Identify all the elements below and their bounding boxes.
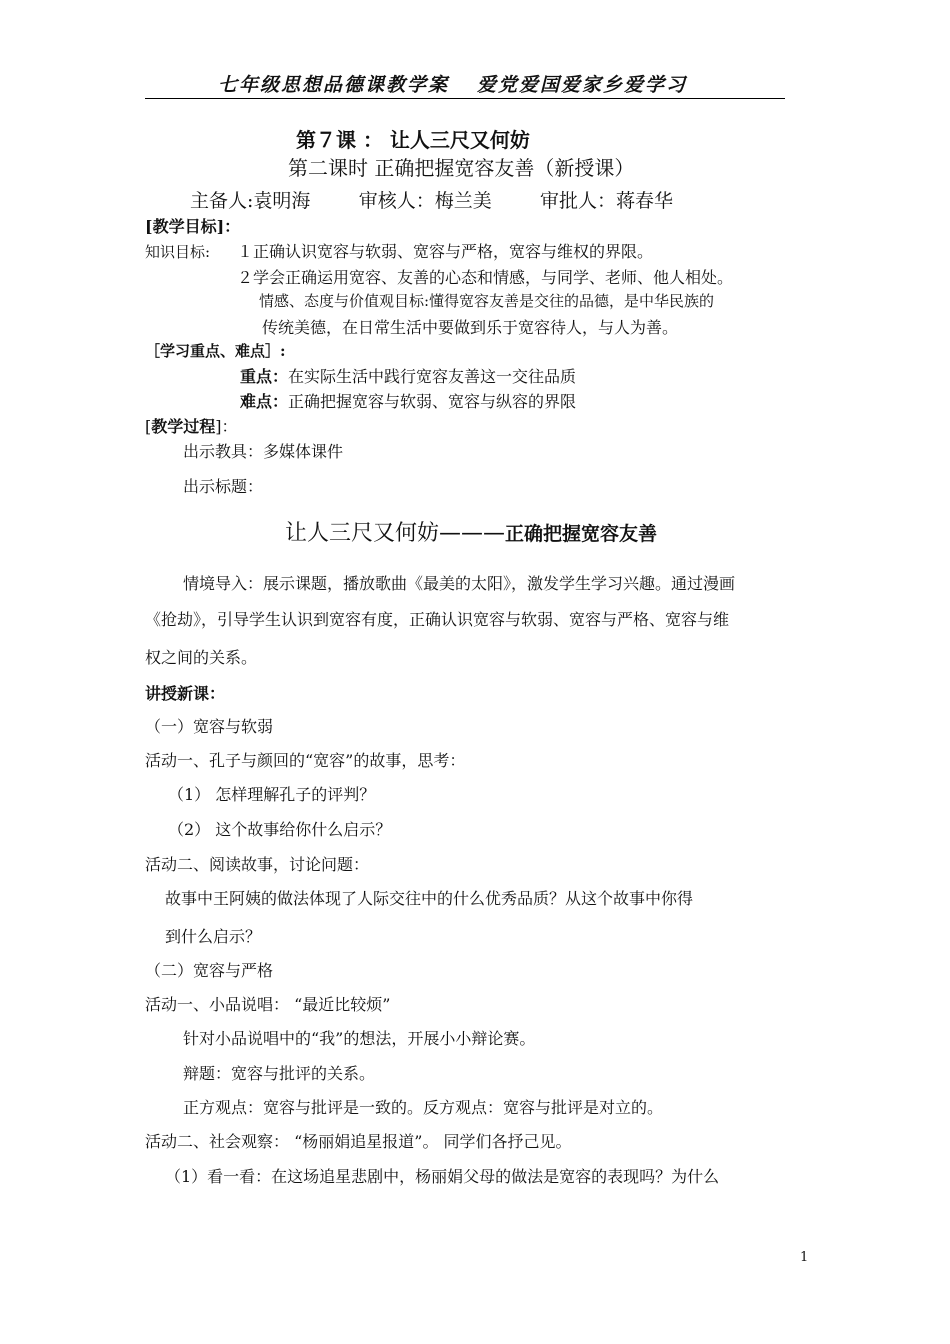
knowledge-goal-1: １正确认识宽容与软弱、宽容与严格，宽容与维权的界限。 bbox=[237, 242, 654, 261]
show-title-label: 出示标题： bbox=[183, 477, 264, 496]
header-rule bbox=[145, 98, 785, 99]
emotion-goal-1: 情感、态度与价值观目标:懂得宽容友善是交往的品德，是中华民族的 bbox=[259, 292, 715, 310]
new-lesson-heading: 讲授新课： bbox=[145, 684, 226, 703]
process-heading-text: 教学过程 bbox=[151, 417, 216, 436]
header-left: 七年级思想品德课教学案 bbox=[218, 74, 450, 96]
question-1: （1） 怎样理解孔子的评判？ bbox=[168, 785, 376, 804]
page-header bbox=[218, 70, 687, 97]
activity-1: 活动一、孔子与颜回的“宽容”的故事，思考： bbox=[145, 751, 466, 770]
lesson-title: 第７课 ： 让人三尺又何妨 bbox=[296, 128, 530, 152]
process-bracket-open: [ bbox=[145, 417, 152, 436]
intro-line-3: 权之间的关系。 bbox=[145, 648, 258, 667]
process-heading bbox=[145, 414, 238, 437]
teaching-tools: 出示教具：多媒体课件 bbox=[183, 442, 344, 461]
page-number: 1 bbox=[800, 1250, 809, 1265]
activity-3: 活动一、小品说唱： “最近比较烦” bbox=[145, 995, 391, 1014]
debate-line-1: 针对小品说唱中的“我”的想法，开展小小辩论赛。 bbox=[183, 1029, 536, 1048]
main-title-text: 让人三尺又何妨——— bbox=[285, 521, 506, 546]
activity-2: 活动二、阅读故事，讨论问题： bbox=[145, 855, 370, 874]
look-question: （1）看一看：在这场追星悲剧中，杨丽娟父母的做法是宽容的表现吗？为什么 bbox=[165, 1167, 720, 1186]
key-point-label: 重点： bbox=[240, 367, 289, 386]
section-1-heading: （一）宽容与软弱 bbox=[145, 717, 274, 736]
story-line-1: 故事中王阿姨的做法体现了人际交往中的什么优秀品质？从这个故事中你得 bbox=[165, 889, 694, 908]
knowledge-goal-2: ２学会正确运用宽容、友善的心态和情感，与同学、老师、他人相处。 bbox=[237, 268, 734, 287]
process-bracket-close: ]： bbox=[215, 417, 238, 436]
main-title-sub: 正确把握宽容友善 bbox=[505, 523, 658, 545]
key-point bbox=[240, 364, 576, 387]
question-2: （2） 这个故事给你什么启示？ bbox=[168, 820, 392, 839]
emotion-goal-2: 传统美德，在日常生活中要做到乐于宽容待人，与人为善。 bbox=[262, 318, 679, 337]
difficult-point bbox=[240, 389, 576, 412]
difficult-point-text: 正确把握宽容与软弱、宽容与纵容的界限 bbox=[288, 392, 577, 411]
keypoints-heading: ［学习重点、难点］: bbox=[145, 342, 286, 360]
intro-line-2: 《抢劫》，引导学生认识到宽容有度，正确认识宽容与软弱、宽容与严格、宽容与维 bbox=[145, 610, 730, 629]
activity-4: 活动二、社会观察： “杨丽娟追星报道”。 同学们各抒己见。 bbox=[145, 1132, 572, 1151]
key-point-text: 在实际生活中践行宽容友善这一交往品质 bbox=[288, 367, 577, 386]
header-right: 爱党爱国爱家乡爱学习 bbox=[477, 74, 688, 96]
intro-line-1: 情境导入：展示课题，播放歌曲《最美的太阳》，激发学生学习兴趣。通过漫画 bbox=[183, 574, 736, 593]
story-line-2: 到什么启示？ bbox=[165, 927, 262, 946]
period-title: 第二课时 正确把握宽容友善（新授课） bbox=[288, 156, 635, 180]
section-2-heading: （二）宽容与严格 bbox=[145, 961, 274, 980]
debate-line-2: 辩题：宽容与批评的关系。 bbox=[183, 1064, 376, 1083]
knowledge-label: 知识目标: bbox=[145, 243, 211, 261]
staff-line: 主备人:袁明海 审核人：梅兰美 审批人：蒋春华 bbox=[190, 190, 674, 212]
debate-line-3: 正方观点：宽容与批评是一致的。反方观点：宽容与批评是对立的。 bbox=[183, 1098, 664, 1117]
main-title bbox=[285, 516, 657, 547]
goals-heading: [教学目标]： bbox=[145, 217, 241, 236]
difficult-point-label: 难点： bbox=[240, 392, 289, 411]
